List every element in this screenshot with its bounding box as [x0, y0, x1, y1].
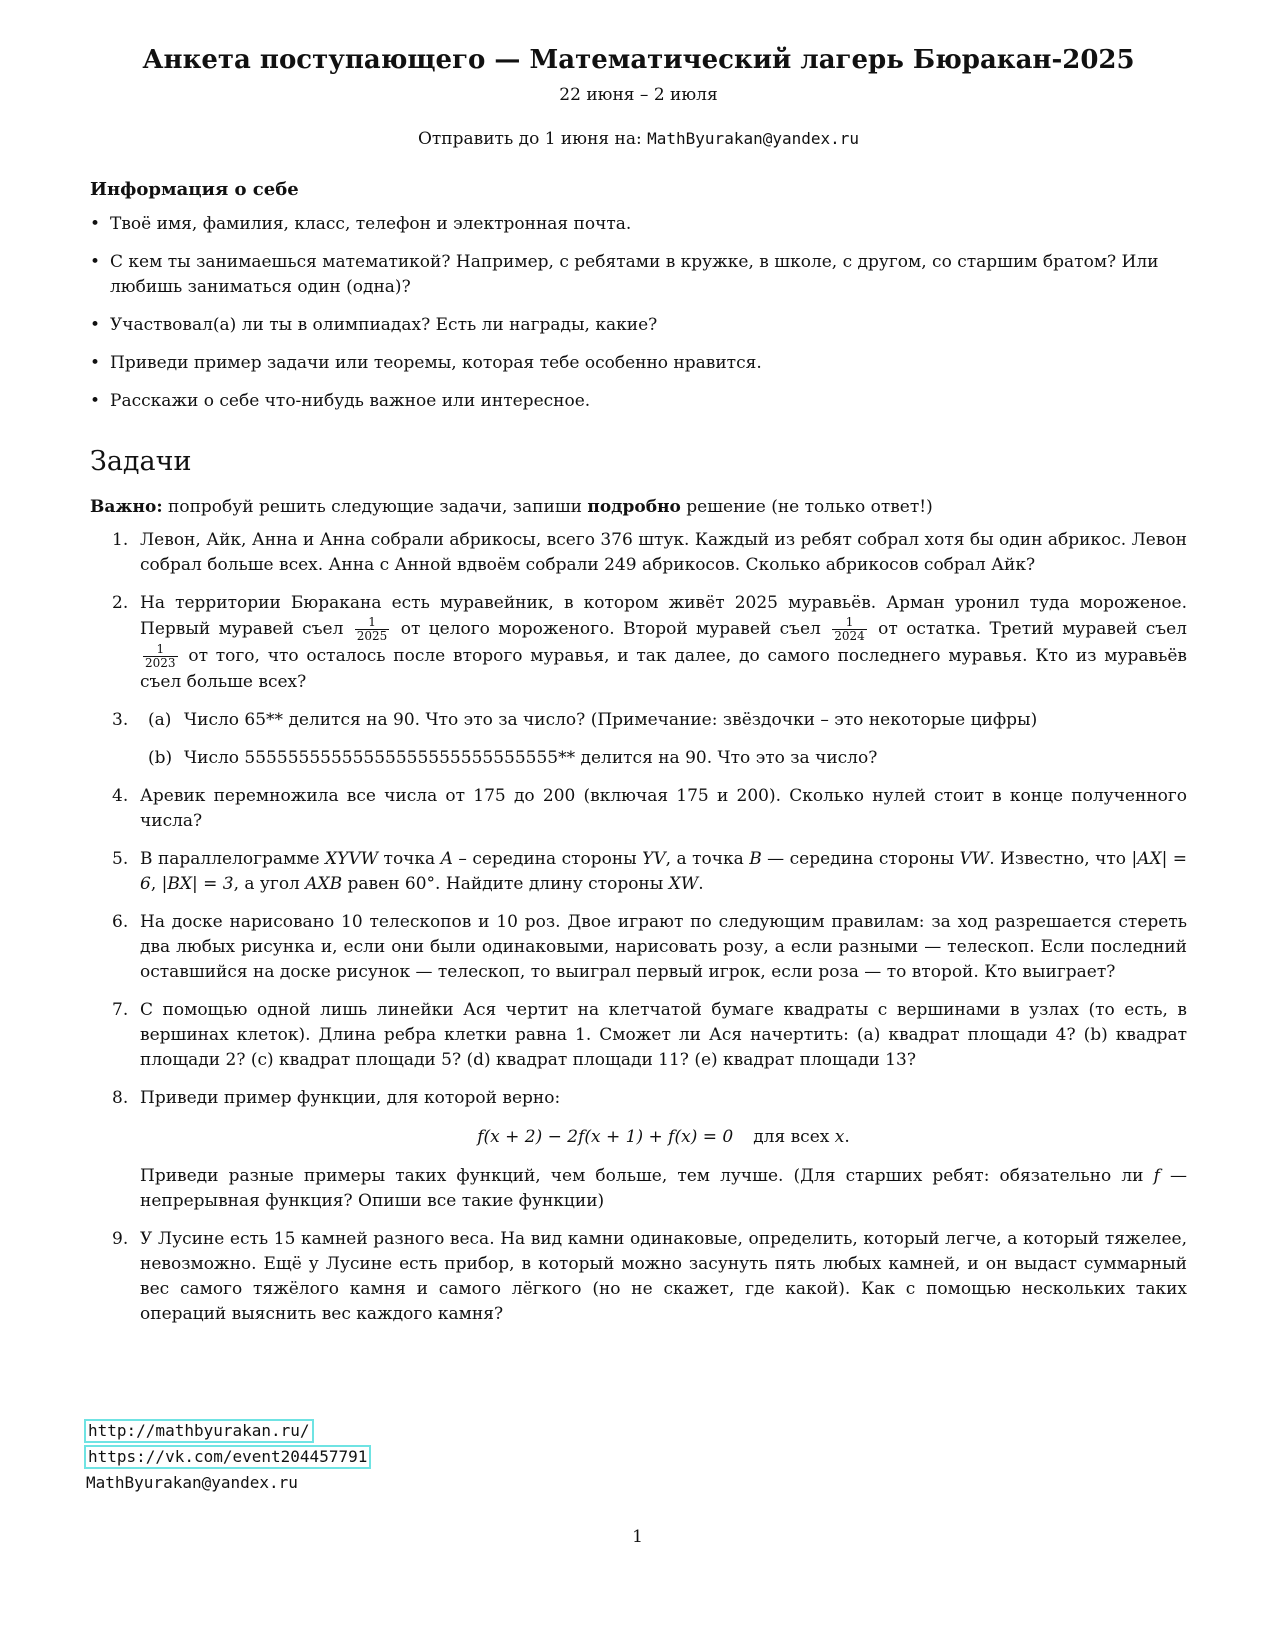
document-title: Анкета поступающего — Математический лагерь Бюракан-2025	[142, 45, 1135, 75]
deadline-text: Отправить до 1 июня на:	[417, 129, 648, 149]
problem-number: 9.	[112, 1229, 129, 1249]
website-link[interactable]: http://mathbyurakan.ru/	[84, 1419, 314, 1443]
info-item: • С кем ты занимаешься математикой? Например, с ребятами в кружке, в школе, с другом, со старшим братом? Или любишь заниматься один (одна)?	[90, 252, 1159, 297]
problem-intro: Приведи пример функции, для которой верно:	[140, 1088, 561, 1108]
problem-7	[90, 998, 1187, 1073]
info-list	[90, 212, 1187, 414]
problem-number: 4.	[112, 786, 129, 806]
problem-number: 7.	[112, 1000, 129, 1020]
problem-text: Левон, Айк, Анна и Анна собрали абрикосы, всего 376 штук. Каждый из ребят собрал хотя бы один абрикос. Левон собрал больше всех. Анна с Анной вдвоём собрали 249 абрикосов. Сколько абрикосов собрал Айк?	[140, 530, 1187, 575]
problem-followup: Приведи разные примеры таких функций, чем больше, тем лучше. (Для старших ребят: обязательно ли f — непрерывная функция? Опиши все такие функции)	[140, 1166, 1187, 1211]
bullet-icon: •	[90, 252, 101, 272]
subproblem-a: (a) Число 65** делится на 90. Что это за число? (Примечание: звёздочки – это некоторые цифры)	[148, 710, 1038, 730]
problem-5: 5. В параллелограмме XYVW точка A – середина стороны YV, а точка B — середина стороны VW. Известно, что |AX| = 6, |BX| = 3, а угол AXB равен 60°. Найдите длину стороны XW.	[112, 849, 1188, 894]
problem-number: 8.	[112, 1088, 129, 1108]
footer-email: MathByurakan@yandex.ru	[86, 1473, 298, 1492]
camp-dates: 22 июня – 2 июля	[559, 85, 718, 105]
vk-event-link[interactable]: https://vk.com/event204457791	[84, 1445, 371, 1469]
problem-3	[90, 708, 1187, 771]
fraction: $\frac{1}{2025}$	[356, 615, 388, 643]
fraction: $\frac{1}{2023}$	[145, 642, 176, 670]
problem-4	[90, 784, 1187, 834]
problem-2: 2. На территории Бюракана есть муравейник, в котором живёт 2025 муравьёв. Арман уронил туда мороженое. Первый муравей съел $\frac{1}{2025}$ от целого мороженого. Второй муравей съел $\frac{1}{2024}$ от остатка. Третий муравей съел $\frac{1}{2023}$ от того, что осталось после второго муравья, и так далее, до самого последнего муравья. Кто из муравьёв съел больше всех?	[112, 593, 1187, 692]
important-label: Важно:	[90, 497, 163, 517]
page-number: 1	[632, 1527, 643, 1547]
problem-number: 5.	[112, 849, 129, 869]
bullet-icon: •	[90, 353, 101, 373]
problem-text: Аревик перемножила все числа от 175 до 200 (включая 175 и 200). Сколько нулей стоит в конце полученного числа?	[140, 786, 1187, 831]
problem-1	[90, 528, 1187, 578]
problem-8	[90, 1086, 1187, 1214]
bullet-icon: •	[90, 391, 101, 411]
important-note: Важно: попробуй решить следующие задачи, запиши подробно решение (не только ответ!)	[90, 497, 933, 517]
info-item: • Расскажи о себе что-нибудь важное или интересное.	[90, 389, 1187, 414]
problem-6	[90, 910, 1187, 985]
problem-9	[90, 1227, 1187, 1327]
footer-links	[84, 1419, 371, 1495]
problem-number: 2.	[112, 593, 129, 613]
subproblem-b: (b) Число 55555555555555555555555555555** делится на 90. Что это за число?	[148, 748, 878, 768]
info-item: • Участвовал(а) ли ты в олимпиадах? Есть ли награды, какие?	[90, 313, 1187, 338]
problem-number: 6.	[112, 912, 129, 932]
problem-text: С помощью одной лишь линейки Ася чертит на клетчатой бумаге квадраты с вершинами в узлах (то есть, в вершинах клеток). Длина ребра клетки равна 1. Сможет ли Ася начертить: (a) квадрат площади 4? (b) квадрат площади 2? (c) квадрат площади 5? (d) квадрат площади 11? (e) квадрат площади 13?	[140, 1000, 1187, 1070]
document-page	[90, 40, 1187, 1340]
deadline-email: MathByurakan@yandex.ru	[647, 129, 860, 148]
problem-number: 1.	[112, 530, 129, 550]
info-item: • Приведи пример задачи или теоремы, которая тебе особенно нравится.	[90, 351, 1187, 376]
fraction: $\frac{1}{2024}$	[834, 615, 865, 643]
problem-list	[90, 528, 1187, 1327]
problem-text: На доске нарисовано 10 телескопов и 10 роз. Двое играют по следующим правилам: за ход разрешается стереть два любых рисунка и, если они были одинаковыми, нарисовать розу, а если разными — телескоп. Если последний оставшийся на доске рисунок — телескоп, то выиграл первый игрок, если роза — то второй. Кто выиграет?	[140, 912, 1187, 982]
tasks-section-title: Задачи	[90, 446, 192, 477]
info-item: • Твоё имя, фамилия, класс, телефон и электронная почта.	[90, 212, 1187, 237]
bullet-icon: •	[90, 315, 101, 335]
problem-number: 3.	[112, 710, 129, 730]
submission-deadline	[90, 126, 1187, 152]
functional-equation: f(x + 2) − 2f(x + 1) + f(x) = 0 для всех x.	[477, 1127, 850, 1147]
bullet-icon: •	[90, 214, 101, 234]
problem-text: У Лусине есть 15 камней разного веса. На вид камни одинаковые, определить, который легче, а который тяжелее, невозможно. Ещё у Лусине есть прибор, в который можно засунуть пять любых камней, и он выдаст суммарный вес самого тяжёлого камня и самого лёгкого (но не скажет, где какой). Как с помощью нескольких таких операций выяснить вес каждого камня?	[140, 1229, 1187, 1324]
info-heading: Информация о себе	[90, 179, 299, 200]
